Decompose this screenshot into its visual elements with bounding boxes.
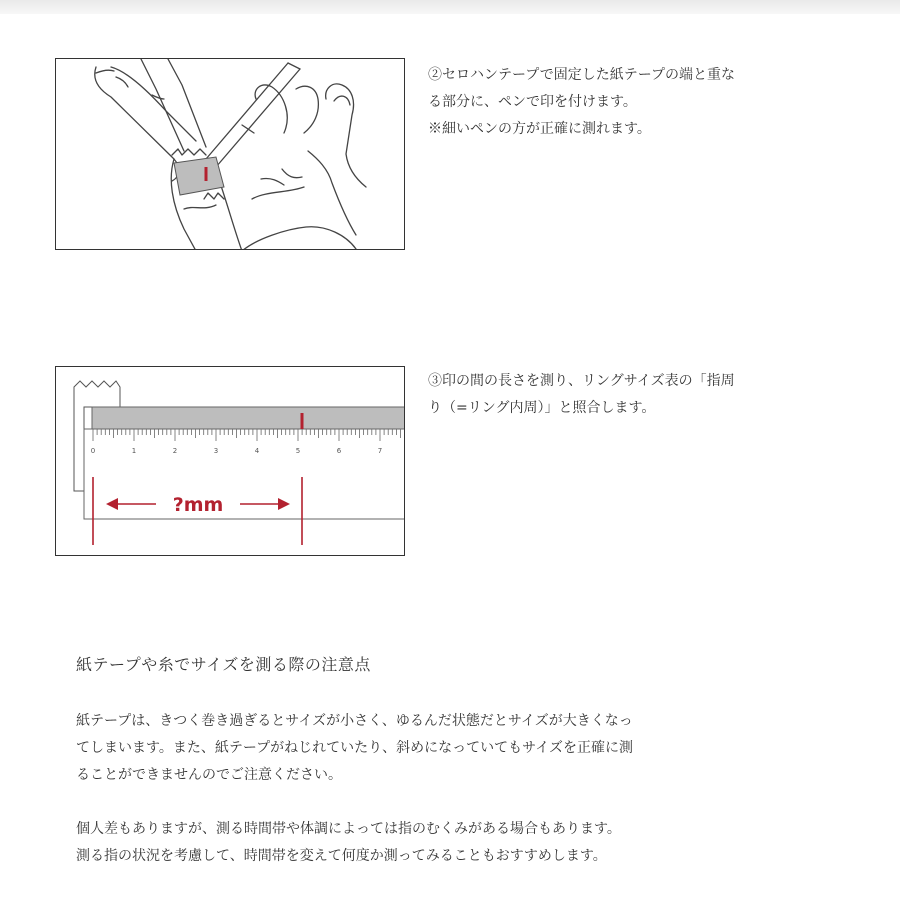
notes-title: 紙テープや糸でサイズを測る際の注意点: [76, 655, 371, 674]
ruler-number: 5: [295, 447, 301, 455]
ruler-measure-illustration: [55, 366, 405, 556]
hand-pen-drawing: [56, 59, 405, 250]
ruler-number: 6: [336, 447, 342, 455]
ruler-number: 7: [377, 447, 383, 455]
measure-label: ?mm: [172, 494, 224, 516]
ruler-number: 3: [213, 447, 219, 455]
paragraph-line: 測る指の状況を考慮して、時間帯を変えて何度か測ってみることもおすすめします。: [76, 848, 607, 864]
step2-caption-line: ②セロハンテープで固定した紙テープの端と重な: [428, 67, 736, 83]
ruler-body: [84, 429, 405, 519]
paper-tape: [92, 407, 405, 429]
step3-caption-line: ③印の間の長さを測り、リングサイズ表の「指周: [428, 373, 735, 389]
ruler-number: 4: [254, 447, 260, 455]
step3-caption-line: り（=リング内周）」と照合します。: [428, 400, 656, 416]
hand-marking-illustration: [55, 58, 405, 250]
step2-caption-line: ※細いペンの方が正確に測れます。: [428, 121, 651, 137]
ruler-drawing: [56, 367, 405, 556]
paragraph-line: ることができませんのでご注意ください。: [76, 767, 342, 783]
paragraph-line: 個人差もありますが、測る時間帯や体調によっては指のむくみがある場合もあります。: [76, 821, 621, 837]
step2-caption-line: る部分に、ペンで印を付けます。: [428, 94, 637, 110]
top-bar: [0, 0, 900, 14]
step2-caption: [428, 62, 848, 143]
ruler-number: 0: [90, 447, 96, 455]
notes-paragraph-2: [76, 816, 836, 870]
ruler-number: 1: [131, 447, 137, 455]
paragraph-line: 紙テープは、きつく巻き過ぎるとサイズが小さく、ゆるんだ状態だとサイズが大きくなっ: [76, 713, 633, 729]
ruler-number: 2: [172, 447, 178, 455]
paragraph-line: てしまいます。また、紙テープがねじれていたり、斜めになっていてもサイズを正確に測: [76, 740, 634, 756]
step3-caption: [428, 368, 848, 422]
notes-paragraph-1: [76, 708, 836, 789]
